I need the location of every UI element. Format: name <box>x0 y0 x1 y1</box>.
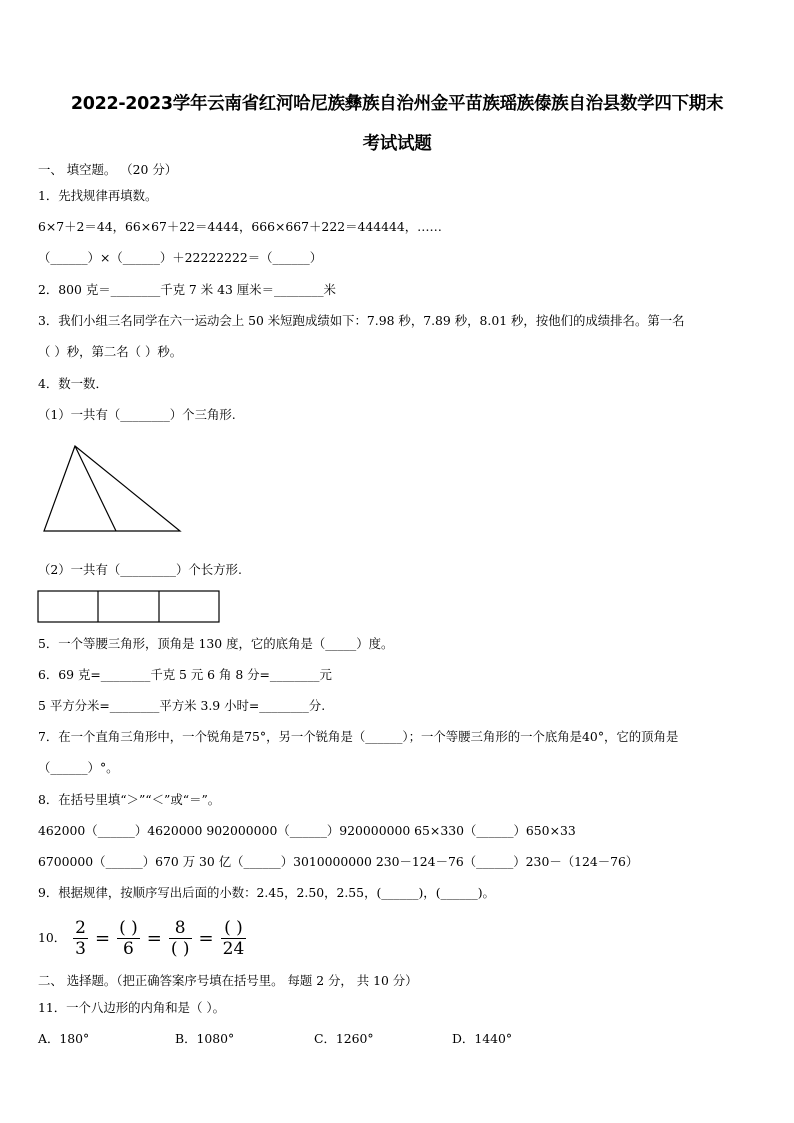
fraction-2-denominator: 6 <box>123 938 134 959</box>
section2-header: 二、 选择题。（把正确答案序号填在括号里。 每题 2 分， 共 10 分） <box>38 973 418 988</box>
q11-text: 11．一个八边形的内角和是（ ）。 <box>38 1000 225 1015</box>
section1-header: 一、 填空题。 （20 分） <box>38 162 178 177</box>
q11-option-d[interactable]: D．1440° <box>452 1031 513 1046</box>
fraction-1 <box>73 918 88 959</box>
q4-part1: （1）一共有（________）个三角形. <box>38 407 236 422</box>
q3-line2: （ ）秒，第二名（ ）秒。 <box>38 344 183 359</box>
q9-text: 9．根据规律，按顺序写出后面的小数：2.45，2.50，2.55，(______)，(______)。 <box>38 885 495 900</box>
q10-label: 10． <box>38 930 67 945</box>
q2-text: 2．800 克＝________千克 7 米 43 厘米＝________米 <box>38 282 336 297</box>
q6-line2: 5 平方分米=________平方米 3.9 小时=________分. <box>38 698 326 713</box>
equals-sign: = <box>146 927 162 949</box>
q8-row2: 6700000（______）670 万 30 亿（______）3010000000 230－124－76（______）230－（124－76） <box>38 854 639 869</box>
outer-rectangle <box>38 591 219 622</box>
q1-blank-line: （______）×（______）＋22222222＝（______） <box>38 250 323 265</box>
exam-title-line2: 考试试题 <box>362 134 432 154</box>
q11-option-a[interactable]: A．180° <box>38 1031 90 1046</box>
fraction-3-denominator: ( ) <box>170 938 190 959</box>
q7-line1: 7．在一个直角三角形中，一个锐角是75°，另一个锐角是（______）；一个等腰三角形的一个底角是40°，它的顶角是 <box>38 729 679 744</box>
q3-line1: 3．我们小组三名同学在六一运动会上 50 米短跑成绩如下：7.98 秒，7.89 秒，8.01 秒，按他们的成绩排名。第一名 <box>38 313 685 328</box>
fraction-2 <box>117 918 140 959</box>
q10-equation <box>38 915 249 961</box>
q1-pattern: 6×7＋2＝44，66×67＋22＝4444，666×667＋222＝444444，…… <box>38 219 442 234</box>
q8-text: 8．在括号里填“＞”“＜”或“＝”。 <box>38 792 221 807</box>
fraction-4-denominator: 24 <box>222 938 245 959</box>
fraction-3 <box>169 918 192 959</box>
fraction-1-numerator: 2 <box>75 917 86 938</box>
q7-line2: （______）°。 <box>38 760 119 775</box>
fraction-4 <box>221 918 247 959</box>
q11-option-c[interactable]: C．1260° <box>314 1031 374 1046</box>
q5-text: 5．一个等腰三角形，顶角是 130 度，它的底角是（_____）度。 <box>38 636 394 651</box>
fraction-4-numerator: ( ) <box>224 917 243 938</box>
q6-line1: 6．69 克=________千克 5 元 6 角 8 分=________元 <box>38 667 332 682</box>
fraction-3-numerator: 8 <box>174 917 186 938</box>
equals-sign: = <box>95 927 111 949</box>
q8-row1: 462000（______）4620000 902000000（______）920000000 65×330（______）650×33 <box>38 823 576 838</box>
fraction-1-denominator: 3 <box>75 938 86 959</box>
q4-text: 4．数一数． <box>38 376 108 391</box>
q1-text: 1．先找规律再填数。 <box>38 188 158 203</box>
q4-part2: （2）一共有（_________）个长方形. <box>38 562 242 577</box>
fraction-2-numerator: ( ) <box>119 917 138 938</box>
equals-sign: = <box>198 927 214 949</box>
q11-option-b[interactable]: B．1080° <box>175 1031 235 1046</box>
exam-title-line1: 2022-2023学年云南省红河哈尼族彝族自治州金平苗族瑶族傣族自治县数学四下期末 <box>70 94 724 114</box>
